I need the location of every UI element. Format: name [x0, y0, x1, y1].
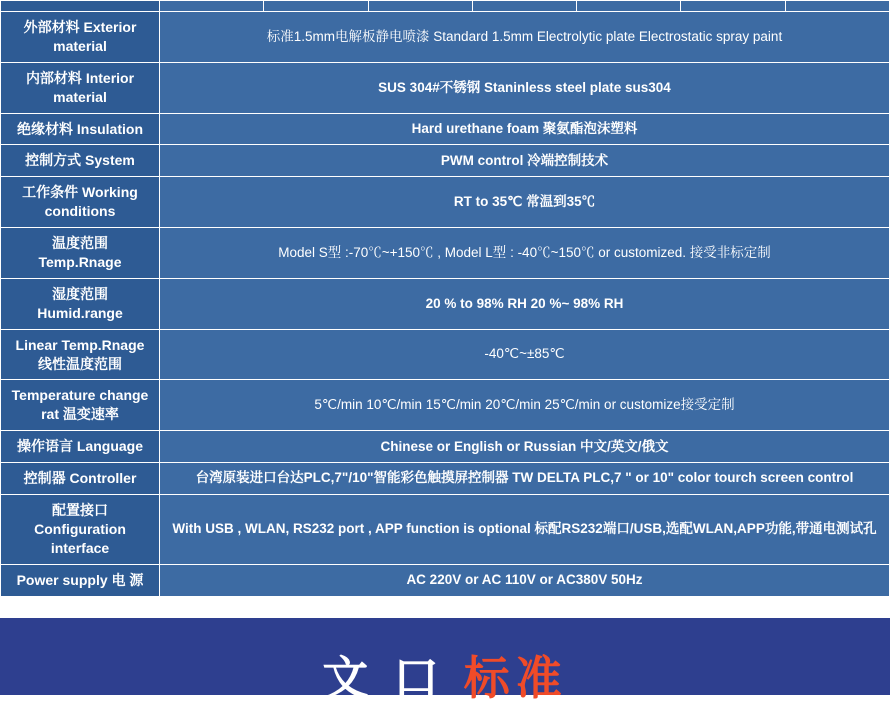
row-label: 温度范围 Temp.Rnage	[1, 228, 160, 279]
banner-heading-white: 文 口	[322, 652, 445, 704]
table-row	[1, 228, 890, 279]
banner-heading	[0, 652, 890, 704]
table-row	[1, 329, 890, 380]
row-label: 配置接口Configuration interface	[1, 495, 160, 565]
top-strip-label-cell	[1, 1, 160, 12]
table-row	[1, 495, 890, 565]
row-value: 台湾原装进口台达PLC,7"/10"智能彩色触摸屏控制器 TW DELTA PLC,7 " or 10" color tourch screen control	[160, 463, 890, 495]
table-row	[1, 62, 890, 113]
row-label: 湿度范围 Humid.range	[1, 278, 160, 329]
row-value: Chinese or English or Russian 中文/英文/俄文	[160, 431, 890, 463]
row-value: AC 220V or AC 110V or AC380V 50Hz	[160, 564, 890, 596]
strip-segment	[786, 1, 889, 11]
top-strip-segments	[160, 1, 889, 11]
row-value: 20 % to 98% RH 20 %~ 98% RH	[160, 278, 890, 329]
table-row-top-strip	[1, 1, 890, 12]
table-row	[1, 380, 890, 431]
table-row	[1, 431, 890, 463]
row-label: 控制方式 System	[1, 145, 160, 177]
table-body	[1, 1, 890, 597]
table-row	[1, 113, 890, 145]
row-value: RT to 35℃ 常温到35℃	[160, 177, 890, 228]
strip-segment	[577, 1, 681, 11]
row-label: Temperature change rat 温变速率	[1, 380, 160, 431]
top-strip-value-cell	[160, 1, 890, 12]
row-label: 控制器 Controller	[1, 463, 160, 495]
strip-segment	[473, 1, 577, 11]
row-label: 工作条件 Working conditions	[1, 177, 160, 228]
table-row	[1, 564, 890, 596]
row-label: Linear Temp.Rnage 线性温度范围	[1, 329, 160, 380]
strip-segment	[160, 1, 264, 11]
row-value: SUS 304#不锈钢 Staninless steel plate sus304	[160, 62, 890, 113]
row-label: 操作语言 Language	[1, 431, 160, 463]
table-row	[1, 463, 890, 495]
row-value: Model S型 :-70℃~+150℃ , Model L型 : -40℃~150℃ or customized. 接受非标定制	[160, 228, 890, 279]
table-row	[1, 145, 890, 177]
row-value: 5℃/min 10℃/min 15℃/min 20℃/min 25℃/min or customize接受定制	[160, 380, 890, 431]
banner-heading-accent: 标准	[463, 652, 568, 704]
row-value: -40℃~±85℃	[160, 329, 890, 380]
row-label: Power supply 电 源	[1, 564, 160, 596]
row-label: 绝缘材料 Insulation	[1, 113, 160, 145]
row-value: PWM control 冷端控制技术	[160, 145, 890, 177]
row-value: With USB , WLAN, RS232 port , APP function is optional 标配RS232端口/USB,选配WLAN,APP功能,带通电测试孔	[160, 495, 890, 565]
table-row	[1, 177, 890, 228]
row-label: 内部材料 Interior material	[1, 62, 160, 113]
row-value: Hard urethane foam 聚氨酯泡沫塑料	[160, 113, 890, 145]
strip-segment	[369, 1, 473, 11]
strip-segment	[681, 1, 785, 11]
table-row	[1, 12, 890, 63]
strip-segment	[264, 1, 368, 11]
row-label: 外部材料 Exterior material	[1, 12, 160, 63]
section-gap	[0, 596, 890, 618]
row-value: 标准1.5mm电解板静电喷漆 Standard 1.5mm Electrolytic plate Electrostatic spray paint	[160, 12, 890, 63]
table-row	[1, 278, 890, 329]
